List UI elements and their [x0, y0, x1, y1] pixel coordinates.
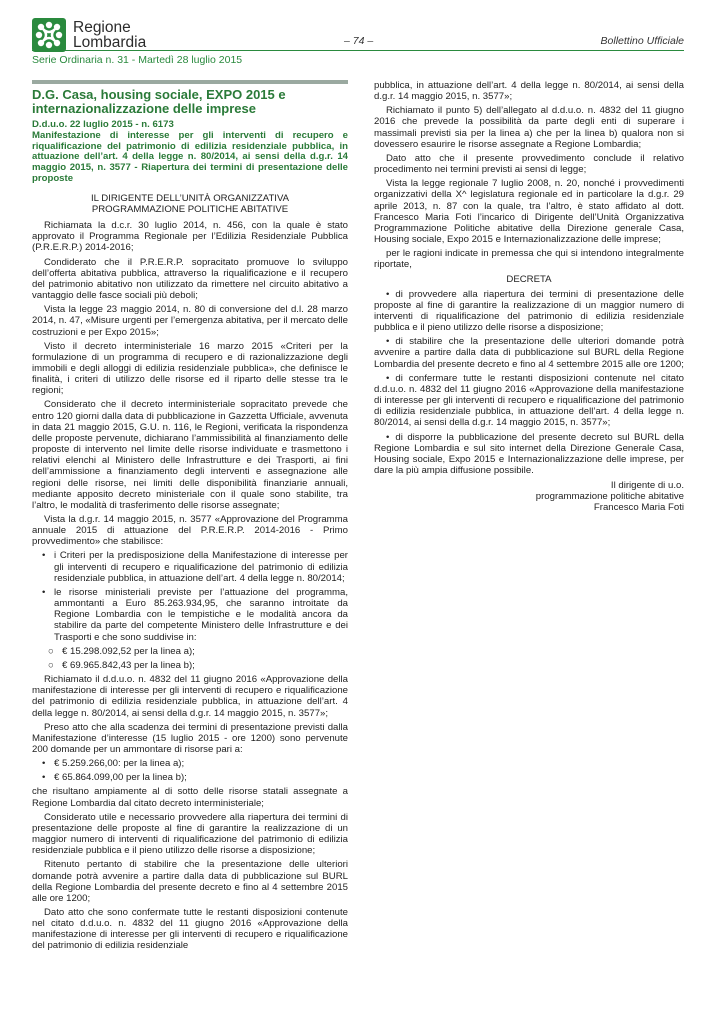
list-item-text: € 5.259.266,00: per la linea a);: [54, 758, 185, 770]
issuer-heading-line-1: IL DIRIGENTE DELL’UNITÀ ORGANIZZATIVA: [90, 192, 290, 204]
list-item: [32, 587, 348, 643]
paragraph: Vista la legge regionale 7 luglio 2008, n. 20, nonché i provvedimenti organizzativi della X^ legislatura regionale ed in particolare la d.g.r. 29 aprile 2013, n. 87 con la quale, tra l’altro, è stato affidato al dott. Francesco Maria Foti l’incarico di Dirigente dell’Unità Organizzativa Programmazione Politiche abitative della Direzione generale Casa, Housing sociale, Expo 2015 e Internazionalizzazione delle imprese;: [374, 178, 684, 246]
issuer-heading: [32, 193, 348, 215]
decree-reference: D.d.u.o. 22 luglio 2015 - n. 6173: [32, 119, 174, 130]
paragraph: Ritenuto pertanto di stabilire che la presentazione delle ulteriori domande potrà avvenire a partire dalla data di pubblicazione sul BURL della Regione Lombardia del presente decreto e fino al 4 settembre 2015 alle ore 1200;: [32, 859, 348, 904]
paragraph: Richiamato il punto 5) dell’allegato al d.d.u.o. n. 4832 del 11 giugno 2016 che prevede la possibilità da parte degli enti di superare i massimali previsti sia per la linea a) che per la linea b) qualora non si dovessero esaurire le risorse assegnate a Regione Lombardia;: [374, 105, 684, 150]
decision-item: [374, 289, 684, 334]
list-item: [32, 758, 348, 769]
paragraph: che risultano ampiamente al di sotto delle risorse statali assegnate a Regione Lombardia dal citato decreto interministeriale;: [32, 786, 348, 809]
paragraph: Visto il decreto interministeriale 16 marzo 2015 «Criteri per la formulazione di un programma di recupero e di razionalizzazione degli immobili e degli alloggi di edilizia residenziale pubblica», che definisce le finalità, i criteri di utilizzo delle risorse ed il riparto delle stesse tra le regioni;: [32, 340, 348, 397]
regione-lombardia-logo: [32, 18, 146, 52]
signature-unit: programmazione politiche abitative: [535, 491, 684, 503]
bullet-icon: •: [386, 372, 390, 384]
decision-text: di confermare tutte le restanti disposizioni contenute nel citato d.d.u.o. n. 4832 del 11 giugno 2016 «Approvazione della manifestazione di interesse per gli interventi di recupero e riqualificazione del patrimonio di edilizia residenziale pubblica, in attuazione dell’art. 4 della legge n. 80/2014, ai sensi della d.g.r. 14 maggio 2015, n. 3577»;: [374, 372, 684, 429]
bullet-icon: •: [42, 758, 46, 770]
page-number: – 74 –: [344, 35, 374, 47]
decision-text: di stabilire che la presentazione delle ulteriori domande potrà avvenire a partire dalla data di pubblicazione sul BURL della Regione Lombardia del presente decreto e fino al 4 settembre 2015 alle ore 1200;: [374, 336, 684, 370]
decision-text: di provvedere alla riapertura dei termini di presentazione delle proposte al fine di garantire la realizzazione di un maggior numero di interventi di riqualificazione del patrimonio di edilizia residenziale pubblica e il pieno utilizzo delle risorse a disposizione;: [374, 288, 684, 334]
paragraph: Dato atto che sono confermate tutte le restanti disposizioni contenute nel citato d.d.u.o. n. 4832 del 11 giugno 2016 «Approvazione della manifestazione di interesse per gli interventi di recupero e riqualificazione del patrimonio di edilizia residenziale: [32, 907, 348, 952]
bullet-icon: •: [386, 431, 390, 443]
decision-text: di disporre la pubblicazione del presente decreto sul BURL della Regione Lombardia e sul sito internet della Direzione Generale Casa, Housing sociale, Expo 2015 e Internazionalizzazione delle imprese, per dare la più ampia diffusione possibile.: [374, 431, 684, 476]
list-item: [32, 772, 348, 783]
decision-item: [374, 336, 684, 369]
signature-name: Francesco Maria Foti: [593, 502, 684, 514]
list-item-text: € 15.298.092,52 per la linea a);: [62, 645, 195, 657]
decision-item: [374, 373, 684, 429]
bullet-icon: •: [386, 336, 390, 348]
circle-bullet-icon: ○: [48, 659, 54, 671]
paragraph: Richiamato il d.d.u.o. n. 4832 del 11 giugno 2016 «Approvazione della manifestazione di interesse per gli interventi di recupero e riqualificazione del patrimonio di edilizia residenziale pubblica, in attuazione dell’art. 4 della legge n. 80/2014, ai sensi della d.g.r. 14 maggio 2015, n. 3577»;: [32, 674, 348, 719]
bullet-icon: •: [42, 772, 46, 784]
list-item-text: € 65.864.099,00 per la linea b);: [54, 772, 187, 784]
logo-text: [73, 20, 146, 50]
section-divider: [32, 80, 348, 84]
paragraph: Condiderato che il P.R.E.R.P. sopracitato promuove lo sviluppo dell’offerta abitativa pubblica, attraverso la riqualificazione e il recupero del patrimonio abitativo non utilizzato da rimettere nel circuito abitativo a vantaggio delle fasce sociali più deboli;: [32, 256, 348, 302]
list-item: [32, 660, 348, 671]
paragraph: Dato atto che il presente provvedimento conclude il relativo procedimento nei termini previsti ai sensi di legge;: [374, 152, 684, 176]
paragraph: per le ragioni indicate in premessa che qui si intendono integralmente riportate,: [374, 248, 684, 271]
paragraph: Preso atto che alla scadenza dei termini di presentazione previsti dalla Manifestazione d’interesse (15 luglio 2015 - ore 1200) sono pervenute 200 domande per un ammontare di risorse pari a:: [32, 721, 348, 755]
paragraph: Considerato utile e necessario provvedere alla riapertura dei termini di presentazione delle proposte al fine di garantire la realizzazione di un maggior numero di interventi di riqualificazione del patrimonio di edilizia residenziale pubblica e il pieno utilizzo delle risorse a disposizione;: [32, 811, 348, 857]
list-item-text: i Criteri per la predisposizione della Manifestazione di interesse per gli interventi di recupero e riqualificazione del patrimonio di edilizia residenziale pubblica, in attuazione dell’art. 4 della legge n. 80/2014;: [54, 550, 348, 584]
decision-item: [374, 432, 684, 477]
paragraph: Richiamata la d.c.r. 30 luglio 2014, n. 456, con la quale è stato approvato il Programma Regionale per l’Edilizia Residenziale Pubblica (P.R.E.R.P.) 2014-2016;: [32, 220, 348, 254]
bullet-icon: •: [42, 550, 46, 562]
header-divider: [32, 50, 684, 51]
decree-subject: Manifestazione di interesse per gli interventi di recupero e riqualificazione del patrimonio di edilizia residenziale pubblica, in attuazione dell’art. 4 della legge n. 80/2014, ai sensi della d.g.r. 14 maggio 2015, n. 3577 - Riapertura dei termini di presentazione delle proposte: [32, 129, 348, 184]
paragraph: Considerato che il decreto interministeriale sopracitato prevede che entro 120 giorni dalla data di pubblicazione in Gazzetta Ufficiale, avvenuta in data 21 maggio 2015, G.U. n. 116, le Regioni, verificata la rispondenza delle proposte pervenute, dichiarano l’ammissibilità al finanziamento delle proposte di intervento nel limite delle risorse individuate e trasmettono i relativi elenchi al Ministero delle Infrastrutture e dei Trasporti, ai fini dell’ammissione a finanziamento degli interventi e assegnazione alle regioni delle risorse, nei limiti delle disponibilità finanziarie annuali, mediante apposito decreto ministeriale con il quale sono stabilite, tra l’altro, le modalità di trasferimento delle risorse assegnate;: [32, 399, 348, 511]
logo-line-1: Regione: [73, 19, 131, 36]
signature-block: [374, 480, 684, 513]
section-title: D.G. Casa, housing sociale, EXPO 2015 e internazionalizzazione delle imprese: [32, 87, 286, 116]
list-item-text: le risorse ministeriali previste per l’attuazione del programma, ammontanti a Euro 85.263.934,95, che saranno introitate da Regione Lombardia con le tempistiche e le modalità ancora da stabilire da parte del competente Ministero delle Infrastrutture e dei Trasporti e che sono suddivise in:: [54, 586, 348, 643]
rosa-camuna-icon: [32, 18, 66, 52]
paragraph: pubblica, in attuazione dell’art. 4 della legge n. 80/2014, ai sensi della d.g.r. 14 maggio 2015, n. 3577»;: [374, 80, 684, 103]
circle-bullet-icon: ○: [48, 645, 54, 657]
left-column: [32, 80, 348, 955]
series-line: Serie Ordinaria n. 31 - Martedì 28 luglio 2015: [32, 54, 243, 66]
list-item: [32, 646, 348, 657]
logo-line-2: Lombardia: [73, 34, 147, 51]
paragraph: Vista la d.g.r. 14 maggio 2015, n. 3577 «Approvazione del Programma annuale 2015 di attuazione del P.R.E.R.P. 2014-2016 - Primo provvedimento» che stabilisce:: [32, 514, 348, 548]
bullet-icon: •: [42, 586, 46, 598]
issuer-heading-line-2: PROGRAMMAZIONE POLITICHE ABITATIVE: [91, 203, 289, 215]
right-column: [374, 80, 684, 514]
publication-name: Bollettino Ufficiale: [600, 35, 684, 47]
criteria-list: [32, 550, 348, 642]
amounts-list: [32, 646, 348, 671]
bullet-icon: •: [386, 288, 390, 300]
paragraph: Vista la legge 23 maggio 2014, n. 80 di conversione del d.l. 28 marzo 2014, n. 47, «Misure urgenti per l’emergenza abitativa, per il mercato delle costruzioni e per Expo 2015»;: [32, 304, 348, 338]
list-item-text: € 69.965.842,43 per la linea b);: [62, 659, 195, 671]
decreta-heading: DECRETA: [506, 273, 552, 285]
requested-amounts-list: [32, 758, 348, 783]
signature-role: Il dirigente di u.o.: [610, 480, 684, 492]
list-item: [32, 550, 348, 583]
